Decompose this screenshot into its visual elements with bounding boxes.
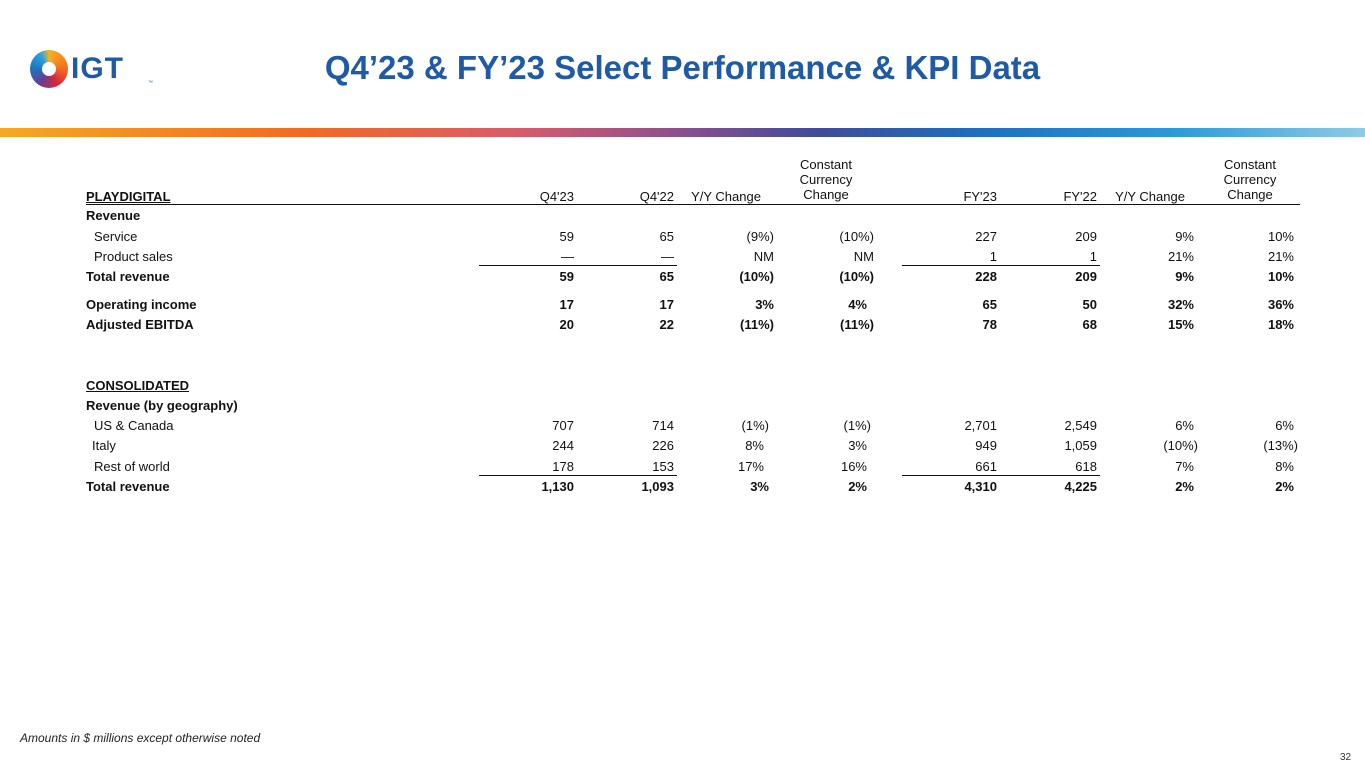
cell-q4-22: 22: [659, 317, 674, 332]
cell-fy-22: 2,549: [1064, 418, 1097, 433]
cell-fy-23: 949: [975, 438, 997, 453]
subtotal-rule-fy: [902, 265, 1100, 266]
cell-fy-yy: 9%: [1175, 229, 1194, 244]
row-label: US & Canada: [94, 418, 174, 433]
subtotal-rule-fy: [902, 475, 1100, 476]
cell-yy: 8%: [745, 438, 764, 453]
row-label: Service: [94, 229, 138, 244]
cell-fy-23: 228: [975, 269, 997, 284]
cell-fy-23: 4,310: [964, 479, 997, 494]
playdigital-revenue-label: Revenue: [86, 208, 141, 223]
igt-logo-text: IGT: [71, 52, 124, 85]
cell-cc: 3%: [848, 438, 867, 453]
cell-fy-yy: 32%: [1167, 297, 1194, 312]
cell-fy-yy: 9%: [1175, 269, 1194, 284]
subtotal-rule-q4: [479, 475, 677, 476]
cell-fy-yy: 2%: [1175, 479, 1194, 494]
cell-fy-cc: 8%: [1275, 459, 1294, 474]
cell-q4-23: 707: [552, 418, 574, 433]
cell-fy-22: 1: [1089, 249, 1097, 264]
header-q4-22: Q4'22: [639, 189, 674, 204]
cell-cc: 16%: [840, 459, 867, 474]
header-fy-cc-line1: Constant: [1223, 157, 1277, 172]
cell-yy: NM: [753, 249, 774, 264]
cell-fy-23: 1: [989, 249, 997, 264]
cell-q4-22: 153: [652, 459, 674, 474]
header-constant-currency-change: [780, 157, 872, 202]
row-label: Italy: [92, 438, 116, 453]
cell-q4-22: 226: [652, 438, 674, 453]
row-label: Adjusted EBITDA: [86, 317, 194, 332]
cell-yy: (1%): [741, 418, 769, 433]
cell-q4-22: 1,093: [641, 479, 674, 494]
page-number: 32: [1340, 752, 1352, 763]
row-label: Rest of world: [94, 459, 170, 474]
cell-cc: 4%: [848, 297, 867, 312]
cell-fy-cc: (13%): [1263, 438, 1298, 453]
cell-q4-23: —: [561, 249, 574, 264]
cell-cc: (10%): [839, 229, 874, 244]
cell-fy-yy: 15%: [1167, 317, 1194, 332]
header-fy-constant-currency-change: [1204, 157, 1296, 202]
cell-q4-22: 17: [659, 297, 674, 312]
cell-q4-22: 65: [659, 229, 674, 244]
header-q4-23: Q4'23: [539, 189, 574, 204]
header-rule: [86, 204, 1300, 205]
section-label-consolidated: CONSOLIDATED: [86, 378, 190, 393]
section-label-playdigital: PLAYDIGITAL: [86, 189, 171, 204]
cell-fy-cc: 10%: [1267, 269, 1294, 284]
cell-fy-23: 78: [982, 317, 997, 332]
cell-q4-23: 17: [559, 297, 574, 312]
header-cc-line1: Constant: [799, 157, 853, 172]
cell-fy-cc: 21%: [1267, 249, 1294, 264]
cell-fy-22: 1,059: [1064, 438, 1097, 453]
cell-q4-22: 65: [659, 269, 674, 284]
cell-cc: (11%): [840, 317, 874, 332]
cell-cc: 2%: [848, 479, 867, 494]
cell-fy-22: 68: [1082, 317, 1097, 332]
cell-yy: 3%: [750, 479, 769, 494]
cell-yy: 17%: [737, 459, 764, 474]
row-label: Total revenue: [86, 269, 170, 284]
cell-q4-23: 244: [552, 438, 574, 453]
cell-fy-23: 661: [975, 459, 997, 474]
cell-fy-23: 65: [982, 297, 997, 312]
cell-fy-cc: 36%: [1267, 297, 1294, 312]
cell-fy-cc: 6%: [1275, 418, 1294, 433]
cell-fy-22: 209: [1075, 229, 1097, 244]
cell-q4-22: 714: [652, 418, 674, 433]
header-fy-23: FY'23: [963, 189, 997, 204]
cell-yy: (9%): [746, 229, 774, 244]
header-fy-cc-line2: Currency: [1223, 172, 1277, 187]
header-cc-line3: Change: [803, 187, 849, 202]
cell-fy-22: 50: [1082, 297, 1097, 312]
page-title: Q4’23 & FY’23 Select Performance & KPI Data: [324, 49, 1041, 86]
cell-q4-23: 59: [559, 229, 574, 244]
cell-fy-yy: 21%: [1167, 249, 1194, 264]
cell-cc: NM: [853, 249, 874, 264]
cell-q4-23: 178: [552, 459, 574, 474]
cell-q4-23: 1,130: [541, 479, 574, 494]
cell-yy: (10%): [739, 269, 774, 284]
header-yy-change: Y/Y Change: [691, 189, 761, 204]
cell-fy-cc: 18%: [1267, 317, 1294, 332]
cell-fy-23: 2,701: [964, 418, 997, 433]
subtotal-rule-q4: [479, 265, 677, 266]
header-fy-cc-line3: Change: [1227, 187, 1273, 202]
cell-fy-22: 618: [1075, 459, 1097, 474]
row-label: Product sales: [94, 249, 173, 264]
cell-fy-yy: 6%: [1175, 418, 1194, 433]
header-fy-yy-change: Y/Y Change: [1115, 189, 1185, 204]
cell-fy-22: 4,225: [1064, 479, 1097, 494]
header-fy-22: FY'22: [1063, 189, 1097, 204]
row-label: Operating income: [86, 297, 197, 312]
row-label: Total revenue: [86, 479, 170, 494]
gradient-divider: [0, 128, 1365, 137]
cell-cc: (1%): [843, 418, 871, 433]
cell-fy-cc: 2%: [1275, 479, 1294, 494]
cell-cc: (10%): [839, 269, 874, 284]
cell-fy-22: 209: [1075, 269, 1097, 284]
consolidated-revenue-label: Revenue (by geography): [86, 398, 238, 413]
cell-q4-23: 20: [559, 317, 574, 332]
cell-q4-23: 59: [559, 269, 574, 284]
header-cc-line2: Currency: [799, 172, 853, 187]
cell-fy-yy: (10%): [1163, 438, 1198, 453]
igt-logo-tm: ™: [148, 80, 153, 86]
cell-yy: 3%: [755, 297, 774, 312]
cell-fy-23: 227: [975, 229, 997, 244]
footnote: Amounts in $ millions except otherwise noted: [20, 731, 261, 745]
cell-q4-22: —: [661, 249, 674, 264]
cell-fy-cc: 10%: [1267, 229, 1294, 244]
cell-fy-yy: 7%: [1175, 459, 1194, 474]
cell-yy: (11%): [740, 317, 774, 332]
